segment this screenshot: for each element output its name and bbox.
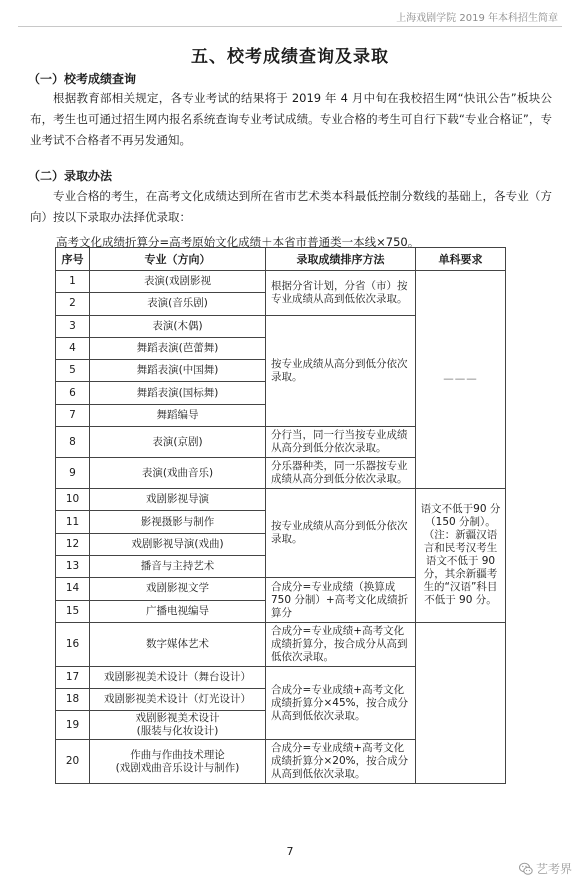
row-no: 15 <box>56 600 90 622</box>
row-no: 19 <box>56 711 90 740</box>
requirement-none: ——— <box>443 373 478 386</box>
header-doc-title: 上海戏剧学院 2019 年本科招生简章 <box>396 13 558 24</box>
row-major: 表演(戏曲音乐) <box>90 458 266 489</box>
section1-body <box>30 88 552 151</box>
watermark <box>519 860 572 877</box>
row-major: 播音与主持艺术 <box>90 555 266 577</box>
section1-heading: （一）校考成绩查询 <box>28 72 137 86</box>
page-number: 7 <box>286 845 294 858</box>
table-row <box>56 489 506 511</box>
row-major: 戏剧影视美术设计（灯光设计） <box>90 689 266 711</box>
row-no: 10 <box>56 489 90 511</box>
requirement-cell <box>416 271 506 489</box>
row-no: 8 <box>56 427 90 458</box>
method-cell: 根据分省计划，分省（市）按专业成绩从高到低依次录取。 <box>266 271 416 316</box>
row-major: 舞蹈表演(中国舞) <box>90 360 266 382</box>
row-no: 2 <box>56 293 90 315</box>
row-major: 数字媒体艺术 <box>90 622 266 666</box>
row-major: 影视摄影与制作 <box>90 511 266 533</box>
requirement-cell: 语文不低于90 分（150 分制）。（注：新疆汉语言和民考汉考生语文不低于 90 分，其余新疆考生的“汉语”科目不低于 90 分。 <box>416 489 506 623</box>
admission-table <box>55 247 506 784</box>
row-major: 舞蹈表演(芭蕾舞) <box>90 337 266 359</box>
section1-paragraph: 根据教育部相关规定，各专业考试的结果将于 2019 年 4 月中旬在我校招生网“快讯公告”板块公布，考生也可通过招生网内报名系统查询专业考试成绩。专业合格的考生可自行下载“专业合格证”，专业考试不合格者不再另发通知。 <box>30 91 552 147</box>
method-cell: 合成分=专业成绩（换算成 750 分制）+高考文化成绩折算分 <box>266 578 416 623</box>
table-row <box>56 271 506 293</box>
header-requirement: 单科要求 <box>416 248 506 271</box>
watermark-text: 艺考界 <box>535 862 572 876</box>
table-row <box>56 622 506 666</box>
method-cell: 合成分=专业成绩+高考文化成绩折算分，按合成分从高到低依次录取。 <box>266 622 416 666</box>
method-cell: 合成分=专业成绩+高考文化成绩折算分×45%，按合成分从高到低依次录取。 <box>266 666 416 740</box>
formula-text: 高考文化成绩折算分=高考原始文化成绩＋本省市普通类一本线×750。 <box>56 235 420 249</box>
header-divider <box>18 26 562 27</box>
row-no: 4 <box>56 337 90 359</box>
row-major: 舞蹈表演(国标舞) <box>90 382 266 404</box>
row-no: 5 <box>56 360 90 382</box>
row-major: 戏剧影视导演(戏曲) <box>90 533 266 555</box>
row-no: 3 <box>56 315 90 337</box>
row-major: 表演(戏剧影视 <box>90 271 266 293</box>
table-header-row <box>56 248 506 271</box>
row-no: 7 <box>56 404 90 426</box>
row-major: 戏剧影视美术设计 (服装与化妆设计) <box>90 711 266 740</box>
row-no: 14 <box>56 578 90 600</box>
method-cell: 分行当，同一行当按专业成绩从高分到低分依次录取。 <box>266 427 416 458</box>
row-major: 表演(木偶) <box>90 315 266 337</box>
row-major: 广播电视编导 <box>90 600 266 622</box>
row-no: 9 <box>56 458 90 489</box>
row-major: 戏剧影视美术设计（舞台设计） <box>90 666 266 688</box>
wechat-icon <box>519 862 533 876</box>
row-major: 舞蹈编导 <box>90 404 266 426</box>
row-no: 18 <box>56 689 90 711</box>
method-cell: 分乐器种类，同一乐器按专业成绩从高分到低分依次录取。 <box>266 458 416 489</box>
row-major: 戏剧影视文学 <box>90 578 266 600</box>
section2-paragraph: 专业合格的考生，在高考文化成绩达到所在省市艺术类本科最低控制分数线的基础上，各专业（方向）按以下录取办法择优录取： <box>30 189 552 224</box>
section2-heading: （二）录取办法 <box>28 169 113 183</box>
row-no: 13 <box>56 555 90 577</box>
row-no: 11 <box>56 511 90 533</box>
row-no: 16 <box>56 622 90 666</box>
header-method: 录取成绩排序方法 <box>266 248 416 271</box>
row-no: 20 <box>56 740 90 784</box>
row-major: 表演(京剧) <box>90 427 266 458</box>
row-no: 1 <box>56 271 90 293</box>
method-cell: 按专业成绩从高分到低分依次录取。 <box>266 315 416 426</box>
requirement-cell <box>416 622 506 784</box>
header-no: 序号 <box>56 248 90 271</box>
row-no: 12 <box>56 533 90 555</box>
method-cell: 按专业成绩从高分到低分依次录取。 <box>266 489 416 578</box>
header-major: 专业（方向） <box>90 248 266 271</box>
row-major: 作曲与作曲技术理论 (戏剧戏曲音乐设计与制作) <box>90 740 266 784</box>
row-no: 17 <box>56 666 90 688</box>
page-title: 五、校考成绩查询及录取 <box>191 47 389 67</box>
section2-body <box>30 186 552 228</box>
method-cell: 合成分=专业成绩+高考文化成绩折算分×20%，按合成分从高到低依次录取。 <box>266 740 416 784</box>
row-no: 6 <box>56 382 90 404</box>
row-major: 表演(音乐剧) <box>90 293 266 315</box>
row-major: 戏剧影视导演 <box>90 489 266 511</box>
